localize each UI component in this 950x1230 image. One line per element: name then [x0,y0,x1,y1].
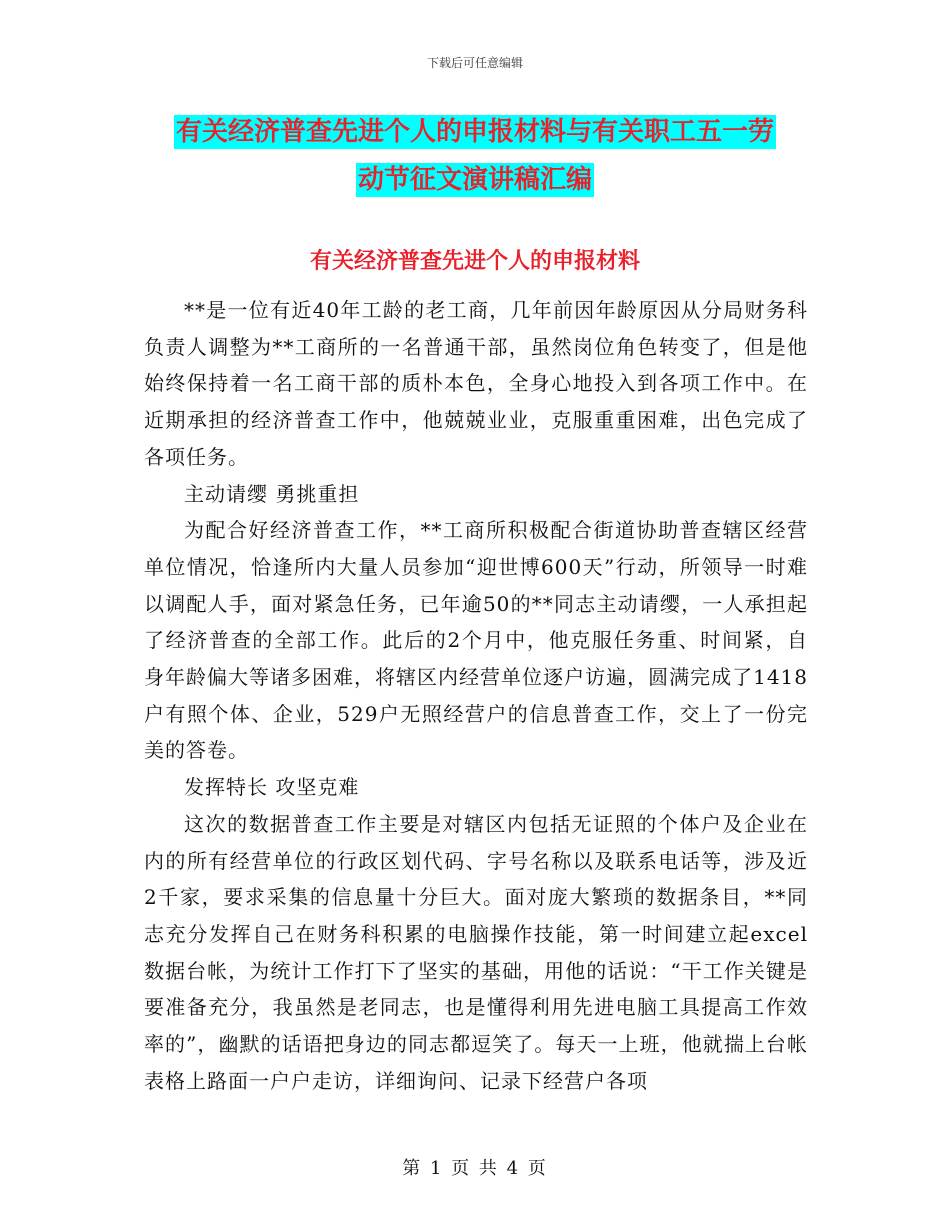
paragraph: **是一位有近40年工龄的老工商，几年前因年龄原因从分局财务科负责人调整为**工商所的一名普通干部，虽然岗位角色转变了，但是他始终保持着一名工商干部的质朴本色，全身心地投入到各项工作中。在近期承担的经济普查工作中，他兢兢业业，克服重重困难，出色完成了各项任务。 [144,298,808,469]
paragraph-subheading: 发挥特长 攻坚克难 [184,775,360,800]
paragraph: 这次的数据普查工作主要是对辖区内包括无证照的个体户及企业在内的所有经营单位的行政区划代码、字号名称以及联系电话等，涉及近2千家，要求采集的信息量十分巨大。面对庞大繁琐的数据条目，**同志充分发挥自己在财务科积累的电脑操作技能，第一时间建立起excel数据台帐，为统计工作打下了坚实的基础，用他的话说：“干工作关键是要准备充分，我虽然是老同志，也是懂得利用先进电脑工具提高工作效率的”，幽默的话语把身边的同志都逗笑了。每天一上班，他就揣上台帐表格上路面一户户走访，详细询问、记录下经营户各项 [144,811,808,1093]
document-title-line1: 有关经济普查先进个人的申报材料与有关职工五一劳 [175,117,774,147]
body-text [144,292,808,1099]
document-title [0,108,950,204]
page-footer-number: 第 1 页 共 4 页 [402,1158,548,1179]
paragraph-subheading: 主动请缨 勇挑重担 [184,481,360,506]
section-title: 有关经济普查先进个人的申报材料 [309,249,640,274]
document-title-line2: 动节征文演讲稿汇编 [357,165,592,195]
paragraph: 为配合好经济普查工作，**工商所积极配合街道协助普查辖区经营单位情况，恰逢所内大量人员参加“迎世博600天”行动，所领导一时难以调配人手，面对紧急任务，已年逾50的**同志主动请缨，一人承担起了经济普查的全部工作。此后的2个月中，他克服任务重、时间紧，自身年龄偏大等诸多困难，将辖区内经营单位逐户访遍，圆满完成了1418户有照个体、企业，529户无照经营户的信息普查工作，交上了一份完美的答卷。 [144,518,808,763]
page-header-note: 下载后可任意编辑 [426,56,523,70]
